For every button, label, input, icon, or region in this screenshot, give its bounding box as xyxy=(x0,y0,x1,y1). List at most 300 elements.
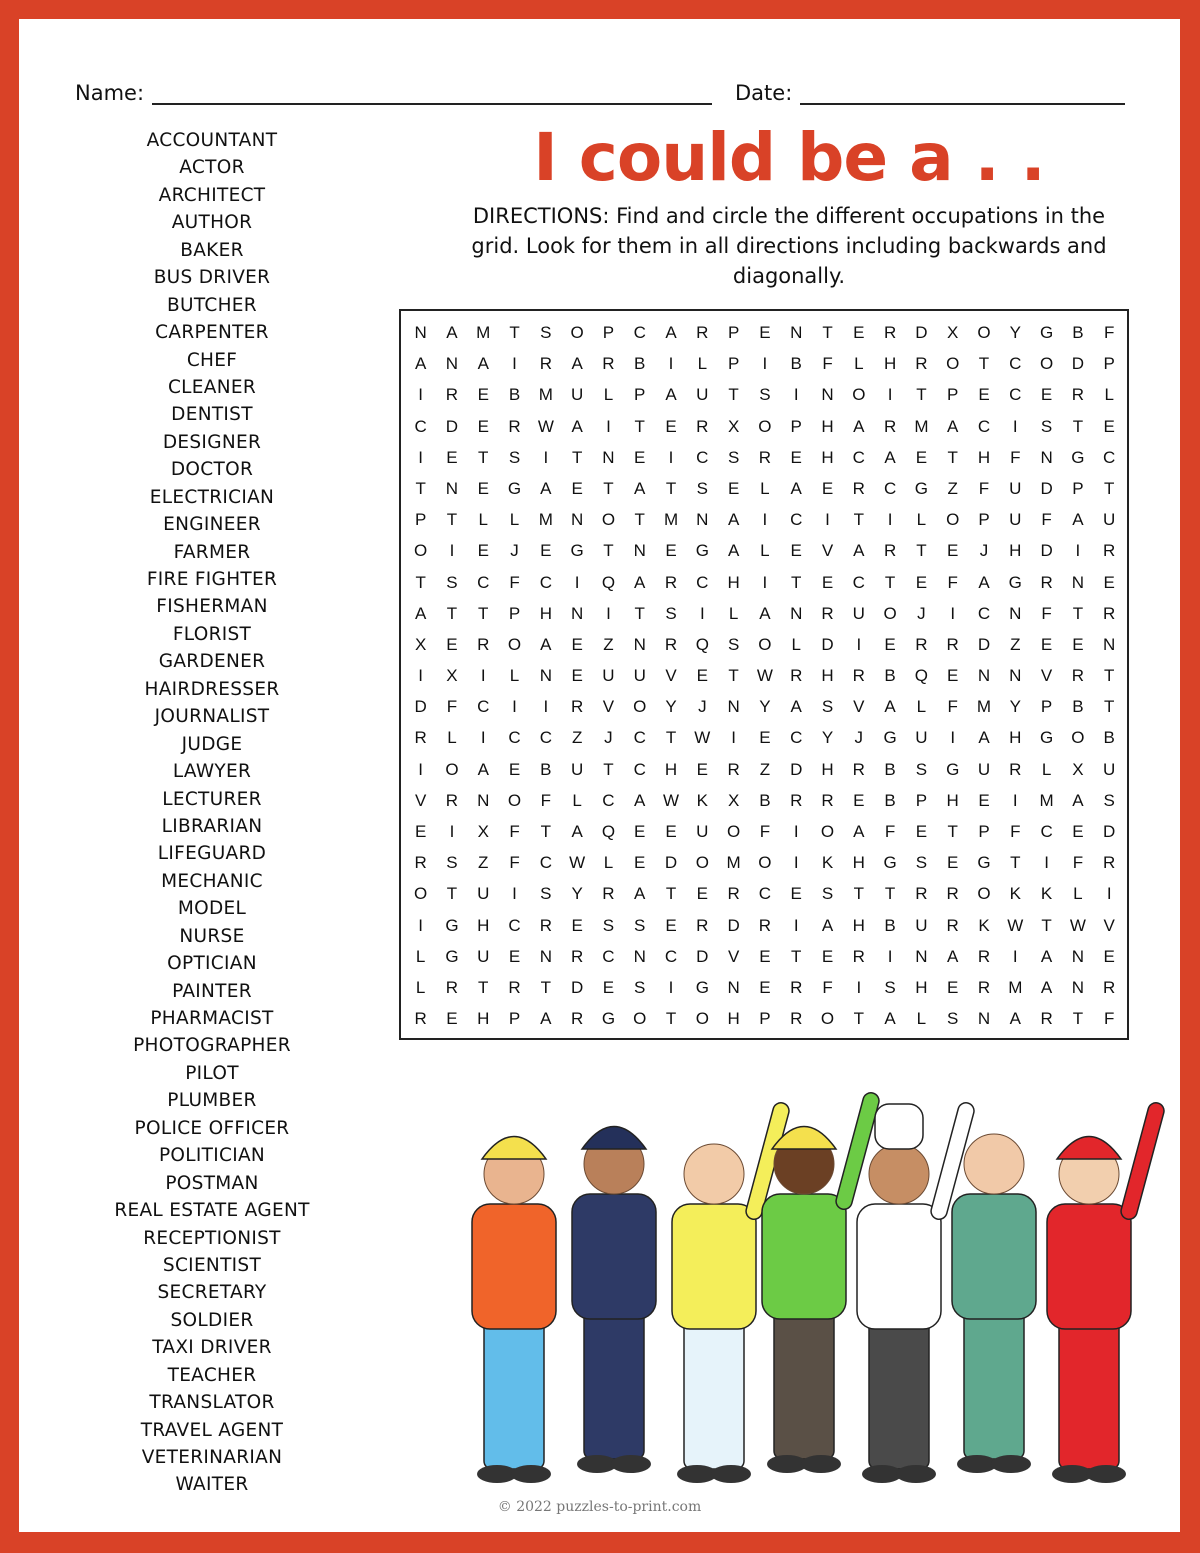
grid-letter[interactable]: I xyxy=(449,541,455,561)
grid-letter[interactable]: A xyxy=(853,541,865,561)
grid-letter[interactable]: I xyxy=(793,385,799,405)
grid-letter[interactable]: R xyxy=(790,790,803,810)
grid-letter[interactable]: A xyxy=(727,510,740,530)
grid-letter[interactable]: M xyxy=(976,697,992,717)
grid-letter[interactable]: S xyxy=(540,323,552,342)
grid-letter[interactable]: O xyxy=(570,323,584,342)
grid-letter[interactable]: H xyxy=(821,447,834,467)
grid-letter[interactable]: U xyxy=(477,946,490,966)
grid-letter[interactable]: E xyxy=(696,666,708,686)
grid-letter[interactable]: H xyxy=(915,977,928,997)
grid-letter[interactable]: O xyxy=(820,1009,835,1029)
grid-letter[interactable]: F xyxy=(1041,510,1052,530)
grid-letter[interactable]: V xyxy=(727,946,740,966)
grid-letter[interactable]: R xyxy=(758,447,772,467)
grid-letter[interactable]: E xyxy=(915,572,928,592)
grid-letter[interactable]: E xyxy=(508,946,521,966)
grid-letter[interactable]: M xyxy=(663,510,679,530)
grid-letter[interactable]: P xyxy=(414,510,427,530)
grid-letter[interactable]: A xyxy=(540,634,552,654)
grid-letter[interactable]: S xyxy=(446,853,458,873)
grid-letter[interactable]: A xyxy=(1072,510,1084,530)
grid-letter[interactable]: R xyxy=(1071,385,1085,405)
grid-letter[interactable]: F xyxy=(509,572,520,592)
grid-letter[interactable]: J xyxy=(510,541,519,561)
grid-letter[interactable]: E xyxy=(1040,385,1053,405)
grid-letter[interactable]: R xyxy=(727,884,740,904)
grid-letter[interactable]: T xyxy=(415,572,426,592)
grid-letter[interactable]: V xyxy=(1103,915,1115,935)
grid-letter[interactable]: Y xyxy=(1009,323,1021,342)
grid-letter[interactable]: A xyxy=(790,697,802,717)
grid-letter[interactable]: R xyxy=(821,603,834,623)
grid-letter[interactable]: E xyxy=(477,385,489,405)
grid-letter[interactable]: G xyxy=(695,541,709,561)
grid-letter[interactable]: R xyxy=(852,759,865,779)
grid-letter[interactable]: T xyxy=(916,385,927,405)
grid-letter[interactable]: I xyxy=(543,447,549,467)
grid-letter[interactable]: S xyxy=(884,977,896,997)
grid-letter[interactable]: I xyxy=(668,977,674,997)
grid-letter[interactable]: Z xyxy=(759,759,771,779)
grid-letter[interactable]: E xyxy=(1103,946,1115,966)
grid-letter[interactable]: R xyxy=(414,853,427,873)
grid-letter[interactable]: O xyxy=(507,790,522,810)
grid-letter[interactable]: C xyxy=(758,884,772,904)
grid-letter[interactable]: R xyxy=(1040,572,1053,592)
grid-letter[interactable]: I xyxy=(793,822,799,841)
grid-letter[interactable]: R xyxy=(790,1009,803,1029)
grid-letter[interactable]: F xyxy=(978,478,990,498)
grid-letter[interactable]: K xyxy=(821,853,834,873)
grid-letter[interactable]: I xyxy=(762,354,768,374)
grid-letter[interactable]: C xyxy=(414,416,427,436)
grid-letter[interactable]: P xyxy=(634,385,646,405)
grid-letter[interactable]: R xyxy=(946,884,959,904)
grid-letter[interactable]: I xyxy=(418,385,424,405)
grid-letter[interactable]: I xyxy=(512,884,517,904)
grid-letter[interactable]: U xyxy=(915,728,928,748)
grid-letter[interactable]: L xyxy=(1104,385,1114,405)
grid-letter[interactable]: S xyxy=(540,884,552,904)
grid-letter[interactable]: E xyxy=(634,822,646,841)
grid-letter[interactable]: R xyxy=(1009,759,1022,779)
grid-letter[interactable]: B xyxy=(540,759,552,779)
grid-letter[interactable]: R xyxy=(602,354,615,374)
grid-letter[interactable]: N xyxy=(570,510,584,530)
grid-letter[interactable]: C xyxy=(696,572,709,592)
grid-letter[interactable]: R xyxy=(570,697,584,717)
grid-letter[interactable]: T xyxy=(509,323,520,342)
grid-letter[interactable]: U xyxy=(602,666,615,686)
grid-letter[interactable]: N xyxy=(602,447,615,467)
grid-letter[interactable]: U xyxy=(1009,478,1022,498)
grid-letter[interactable]: S xyxy=(665,603,677,623)
grid-letter[interactable]: H xyxy=(977,447,991,467)
grid-letter[interactable]: U xyxy=(1103,759,1116,779)
grid-letter[interactable]: O xyxy=(445,759,459,779)
grid-letter[interactable]: T xyxy=(634,416,645,436)
grid-letter[interactable]: E xyxy=(634,447,646,467)
grid-letter[interactable]: J xyxy=(604,728,613,748)
grid-letter[interactable]: X xyxy=(947,323,959,342)
grid-letter[interactable]: E xyxy=(634,853,646,873)
grid-letter[interactable]: N xyxy=(1009,603,1022,623)
grid-letter[interactable]: R xyxy=(883,323,897,342)
grid-letter[interactable]: E xyxy=(571,666,583,686)
grid-letter[interactable]: O xyxy=(1071,728,1085,748)
grid-letter[interactable]: B xyxy=(1072,323,1084,342)
grid-letter[interactable]: I xyxy=(856,634,862,654)
grid-letter[interactable]: L xyxy=(854,354,864,374)
grid-letter[interactable]: G xyxy=(1039,728,1054,748)
grid-letter[interactable]: I xyxy=(950,603,956,623)
grid-letter[interactable]: T xyxy=(446,603,458,623)
grid-letter[interactable]: N xyxy=(977,666,991,686)
grid-letter[interactable]: E xyxy=(727,478,740,498)
grid-letter[interactable]: R xyxy=(915,634,928,654)
grid-letter[interactable]: P xyxy=(759,1009,771,1029)
grid-letter[interactable]: D xyxy=(1103,822,1116,841)
grid-letter[interactable]: G xyxy=(977,853,991,873)
grid-letter[interactable]: F xyxy=(540,790,552,810)
grid-letter[interactable]: H xyxy=(664,759,678,779)
grid-letter[interactable]: P xyxy=(1040,697,1053,717)
grid-letter[interactable]: D xyxy=(977,634,991,654)
grid-letter[interactable]: T xyxy=(947,822,958,841)
grid-letter[interactable]: L xyxy=(415,977,426,997)
grid-letter[interactable]: E xyxy=(508,759,521,779)
grid-letter[interactable]: T xyxy=(603,541,614,561)
grid-letter[interactable]: C xyxy=(1103,447,1116,467)
grid-letter[interactable]: J xyxy=(979,541,989,561)
grid-letter[interactable]: K xyxy=(696,790,708,810)
grid-letter[interactable]: E xyxy=(665,541,677,561)
grid-letter[interactable]: F xyxy=(1041,603,1052,623)
grid-letter[interactable]: C xyxy=(539,572,552,592)
grid-letter[interactable]: R xyxy=(946,634,959,654)
grid-letter[interactable]: W xyxy=(569,853,586,873)
grid-letter[interactable]: C xyxy=(977,603,991,623)
grid-letter[interactable]: A xyxy=(821,915,834,935)
grid-letter[interactable]: T xyxy=(947,447,958,467)
grid-letter[interactable]: R xyxy=(696,323,709,342)
grid-letter[interactable]: T xyxy=(1103,697,1115,717)
grid-letter[interactable]: T xyxy=(415,478,426,498)
grid-letter[interactable]: A xyxy=(571,822,583,841)
grid-letter[interactable]: H xyxy=(1009,728,1022,748)
grid-letter[interactable]: T xyxy=(978,354,990,374)
grid-letter[interactable]: I xyxy=(1106,884,1112,904)
grid-letter[interactable]: Y xyxy=(821,728,834,748)
grid-letter[interactable]: R xyxy=(915,354,928,374)
grid-letter[interactable]: R xyxy=(602,884,615,904)
grid-letter[interactable]: E xyxy=(696,759,708,779)
grid-letter[interactable]: H xyxy=(883,354,897,374)
grid-letter[interactable]: A xyxy=(884,447,896,467)
grid-letter[interactable]: G xyxy=(1071,447,1085,467)
grid-letter[interactable]: E xyxy=(1103,572,1115,592)
grid-letter[interactable]: T xyxy=(728,666,739,686)
grid-letter[interactable]: I xyxy=(512,354,517,374)
grid-letter[interactable]: I xyxy=(480,666,486,686)
grid-letter[interactable]: O xyxy=(758,853,772,873)
grid-letter[interactable]: U xyxy=(852,603,865,623)
grid-letter[interactable]: V xyxy=(1040,666,1053,686)
grid-letter[interactable]: O xyxy=(758,634,772,654)
grid-letter[interactable]: T xyxy=(665,478,677,498)
grid-letter[interactable]: E xyxy=(571,915,583,935)
grid-letter[interactable]: R xyxy=(946,915,959,935)
grid-letter[interactable]: S xyxy=(727,447,740,467)
grid-letter[interactable]: V xyxy=(665,666,677,686)
grid-letter[interactable]: I xyxy=(762,572,768,592)
grid-letter[interactable]: W xyxy=(756,666,773,686)
grid-letter[interactable]: C xyxy=(508,915,521,935)
grid-letter[interactable]: S xyxy=(759,385,771,405)
grid-letter[interactable]: I xyxy=(1044,853,1049,873)
grid-letter[interactable]: L xyxy=(697,354,708,374)
grid-letter[interactable]: H xyxy=(852,915,865,935)
grid-letter[interactable]: E xyxy=(915,822,928,841)
grid-letter[interactable]: E xyxy=(759,977,771,997)
grid-letter[interactable]: E xyxy=(665,416,677,436)
grid-letter[interactable]: R xyxy=(539,354,552,374)
grid-letter[interactable]: I xyxy=(606,416,611,436)
grid-letter[interactable]: E xyxy=(853,790,865,810)
grid-letter[interactable]: T xyxy=(571,447,583,467)
name-blank-line[interactable] xyxy=(152,83,712,105)
grid-letter[interactable]: F xyxy=(446,697,458,717)
grid-letter[interactable]: R xyxy=(977,946,991,966)
grid-letter[interactable]: A xyxy=(634,884,646,904)
grid-letter[interactable]: G xyxy=(1008,572,1022,592)
grid-letter[interactable]: C xyxy=(602,946,615,966)
grid-letter[interactable]: T xyxy=(1072,416,1084,436)
grid-letter[interactable]: R xyxy=(977,977,991,997)
grid-letter[interactable]: N xyxy=(1040,447,1053,467)
grid-letter[interactable]: X xyxy=(477,822,489,841)
grid-letter[interactable]: E xyxy=(759,323,771,342)
grid-letter[interactable]: O xyxy=(977,884,991,904)
grid-letter[interactable]: A xyxy=(477,354,489,374)
grid-letter[interactable]: R xyxy=(727,759,740,779)
grid-letter[interactable]: N xyxy=(821,385,834,405)
grid-letter[interactable]: S xyxy=(602,915,615,935)
grid-letter[interactable]: O xyxy=(507,634,522,654)
grid-letter[interactable]: L xyxy=(1041,759,1052,779)
grid-letter[interactable]: M xyxy=(538,510,553,530)
grid-letter[interactable]: N xyxy=(1071,572,1085,592)
grid-letter[interactable]: U xyxy=(633,666,646,686)
grid-letter[interactable]: S xyxy=(821,697,834,717)
grid-letter[interactable]: D xyxy=(915,323,928,342)
grid-letter[interactable]: R xyxy=(414,728,427,748)
grid-letter[interactable]: E xyxy=(1103,416,1115,436)
grid-letter[interactable]: A xyxy=(978,572,990,592)
grid-letter[interactable]: B xyxy=(634,354,646,374)
grid-letter[interactable]: H xyxy=(539,603,552,623)
grid-letter[interactable]: S xyxy=(915,853,928,873)
grid-letter[interactable]: R xyxy=(883,541,897,561)
grid-letter[interactable]: K xyxy=(1009,884,1021,904)
grid-letter[interactable]: S xyxy=(727,634,740,654)
grid-letter[interactable]: J xyxy=(917,603,926,623)
grid-letter[interactable]: R xyxy=(821,790,834,810)
grid-letter[interactable]: I xyxy=(1012,790,1018,810)
grid-letter[interactable]: C xyxy=(477,572,490,592)
grid-letter[interactable]: N xyxy=(1009,666,1022,686)
grid-letter[interactable]: P xyxy=(947,385,959,405)
grid-letter[interactable]: G xyxy=(883,853,897,873)
grid-letter[interactable]: U xyxy=(915,915,928,935)
grid-letter[interactable]: S xyxy=(947,1009,959,1029)
grid-letter[interactable]: A xyxy=(414,354,427,374)
grid-letter[interactable]: A xyxy=(1072,790,1084,810)
grid-letter[interactable]: O xyxy=(695,853,709,873)
grid-letter[interactable]: W xyxy=(1069,915,1086,935)
grid-letter[interactable]: A xyxy=(853,822,865,841)
grid-letter[interactable]: E xyxy=(1072,634,1084,654)
grid-letter[interactable]: P xyxy=(602,323,615,342)
grid-letter[interactable]: H xyxy=(821,416,834,436)
grid-letter[interactable]: W xyxy=(694,728,711,748)
grid-letter[interactable]: R xyxy=(696,416,709,436)
grid-letter[interactable]: I xyxy=(1075,541,1081,561)
grid-letter[interactable]: T xyxy=(1010,853,1021,873)
grid-letter[interactable]: T xyxy=(665,1009,677,1029)
grid-letter[interactable]: L xyxy=(603,853,614,873)
grid-letter[interactable]: T xyxy=(665,728,677,748)
grid-letter[interactable]: B xyxy=(884,759,896,779)
grid-letter[interactable]: C xyxy=(633,728,646,748)
grid-letter[interactable]: Z xyxy=(1010,634,1021,654)
grid-letter[interactable]: I xyxy=(574,572,580,592)
grid-letter[interactable]: Q xyxy=(914,666,929,686)
grid-letter[interactable]: E xyxy=(790,541,802,561)
grid-letter[interactable]: R xyxy=(915,884,928,904)
grid-letter[interactable]: L xyxy=(791,634,801,654)
grid-letter[interactable]: Z xyxy=(478,853,489,873)
grid-letter[interactable]: W xyxy=(663,790,680,810)
grid-letter[interactable]: I xyxy=(887,510,893,530)
grid-letter[interactable]: H xyxy=(727,572,740,592)
grid-letter[interactable]: C xyxy=(1040,822,1053,841)
grid-letter[interactable]: O xyxy=(852,385,866,405)
grid-letter[interactable]: L xyxy=(415,946,426,966)
grid-letter[interactable]: E xyxy=(947,666,959,686)
grid-letter[interactable]: R xyxy=(508,977,521,997)
grid-letter[interactable]: I xyxy=(793,915,799,935)
grid-letter[interactable]: E xyxy=(759,728,771,748)
grid-letter[interactable]: T xyxy=(728,385,739,405)
grid-letter[interactable]: N xyxy=(633,634,646,654)
grid-letter[interactable]: A xyxy=(634,478,646,498)
grid-letter[interactable]: I xyxy=(699,603,705,623)
grid-letter[interactable]: U xyxy=(696,822,709,841)
grid-letter[interactable]: E xyxy=(477,478,489,498)
grid-letter[interactable]: N xyxy=(633,541,646,561)
grid-letter[interactable]: E xyxy=(759,946,771,966)
grid-letter[interactable]: N xyxy=(477,790,490,810)
grid-letter[interactable]: R xyxy=(758,915,772,935)
grid-letter[interactable]: I xyxy=(668,354,674,374)
grid-letter[interactable]: T xyxy=(446,510,458,530)
grid-letter[interactable]: E xyxy=(821,946,834,966)
grid-letter[interactable]: F xyxy=(947,697,958,717)
grid-letter[interactable]: O xyxy=(1039,354,1054,374)
grid-letter[interactable]: B xyxy=(884,915,896,935)
grid-letter[interactable]: Q xyxy=(695,634,709,654)
grid-letter[interactable]: E xyxy=(821,478,834,498)
grid-letter[interactable]: T xyxy=(1072,603,1084,623)
grid-letter[interactable]: O xyxy=(820,822,835,841)
grid-letter[interactable]: A xyxy=(978,728,990,748)
grid-letter[interactable]: T xyxy=(822,323,833,342)
grid-letter[interactable]: X xyxy=(1072,759,1084,779)
grid-letter[interactable]: L xyxy=(509,510,520,530)
grid-letter[interactable]: B xyxy=(1072,697,1084,717)
grid-letter[interactable]: P xyxy=(727,323,740,342)
grid-letter[interactable]: M xyxy=(1039,790,1054,810)
grid-letter[interactable]: C xyxy=(633,323,646,342)
grid-letter[interactable]: G xyxy=(507,478,522,498)
grid-letter[interactable]: A xyxy=(540,1009,552,1029)
grid-letter[interactable]: A xyxy=(1040,977,1053,997)
grid-letter[interactable]: C xyxy=(790,728,803,748)
grid-letter[interactable]: N xyxy=(727,977,740,997)
grid-letter[interactable]: D xyxy=(414,697,427,717)
grid-letter[interactable]: X xyxy=(727,790,740,810)
grid-letter[interactable]: O xyxy=(727,822,741,841)
grid-letter[interactable]: J xyxy=(698,697,707,717)
grid-letter[interactable]: L xyxy=(572,790,582,810)
grid-letter[interactable]: V xyxy=(821,541,834,561)
grid-letter[interactable]: L xyxy=(603,385,614,405)
grid-letter[interactable]: M xyxy=(476,323,491,342)
grid-letter[interactable]: T xyxy=(1041,915,1052,935)
grid-letter[interactable]: C xyxy=(977,416,991,436)
grid-letter[interactable]: B xyxy=(884,790,896,810)
grid-letter[interactable]: X xyxy=(727,416,740,436)
grid-letter[interactable]: A xyxy=(446,323,458,342)
grid-letter[interactable]: P xyxy=(978,822,990,841)
grid-letter[interactable]: R xyxy=(508,416,521,436)
grid-letter[interactable]: D xyxy=(664,853,678,873)
grid-letter[interactable]: F xyxy=(1010,822,1021,841)
grid-letter[interactable]: E xyxy=(446,1009,458,1029)
grid-letter[interactable]: N xyxy=(915,946,928,966)
grid-letter[interactable]: O xyxy=(633,1009,647,1029)
grid-letter[interactable]: S xyxy=(1103,790,1115,810)
grid-letter[interactable]: W xyxy=(1007,915,1024,935)
grid-letter[interactable]: S xyxy=(696,478,708,498)
grid-letter[interactable]: L xyxy=(728,603,739,623)
grid-letter[interactable]: A xyxy=(414,603,427,623)
grid-letter[interactable]: E xyxy=(790,447,802,467)
grid-letter[interactable]: I xyxy=(887,385,893,405)
grid-letter[interactable]: T xyxy=(634,603,645,623)
grid-letter[interactable]: B xyxy=(790,354,802,374)
grid-letter[interactable]: D xyxy=(1040,541,1053,561)
grid-letter[interactable]: K xyxy=(1040,884,1053,904)
grid-letter[interactable]: T xyxy=(853,510,864,530)
grid-letter[interactable]: P xyxy=(1103,354,1115,374)
grid-letter[interactable]: O xyxy=(695,1009,709,1029)
grid-letter[interactable]: C xyxy=(633,759,646,779)
grid-letter[interactable]: N xyxy=(977,1009,991,1029)
grid-letter[interactable]: G xyxy=(695,977,709,997)
